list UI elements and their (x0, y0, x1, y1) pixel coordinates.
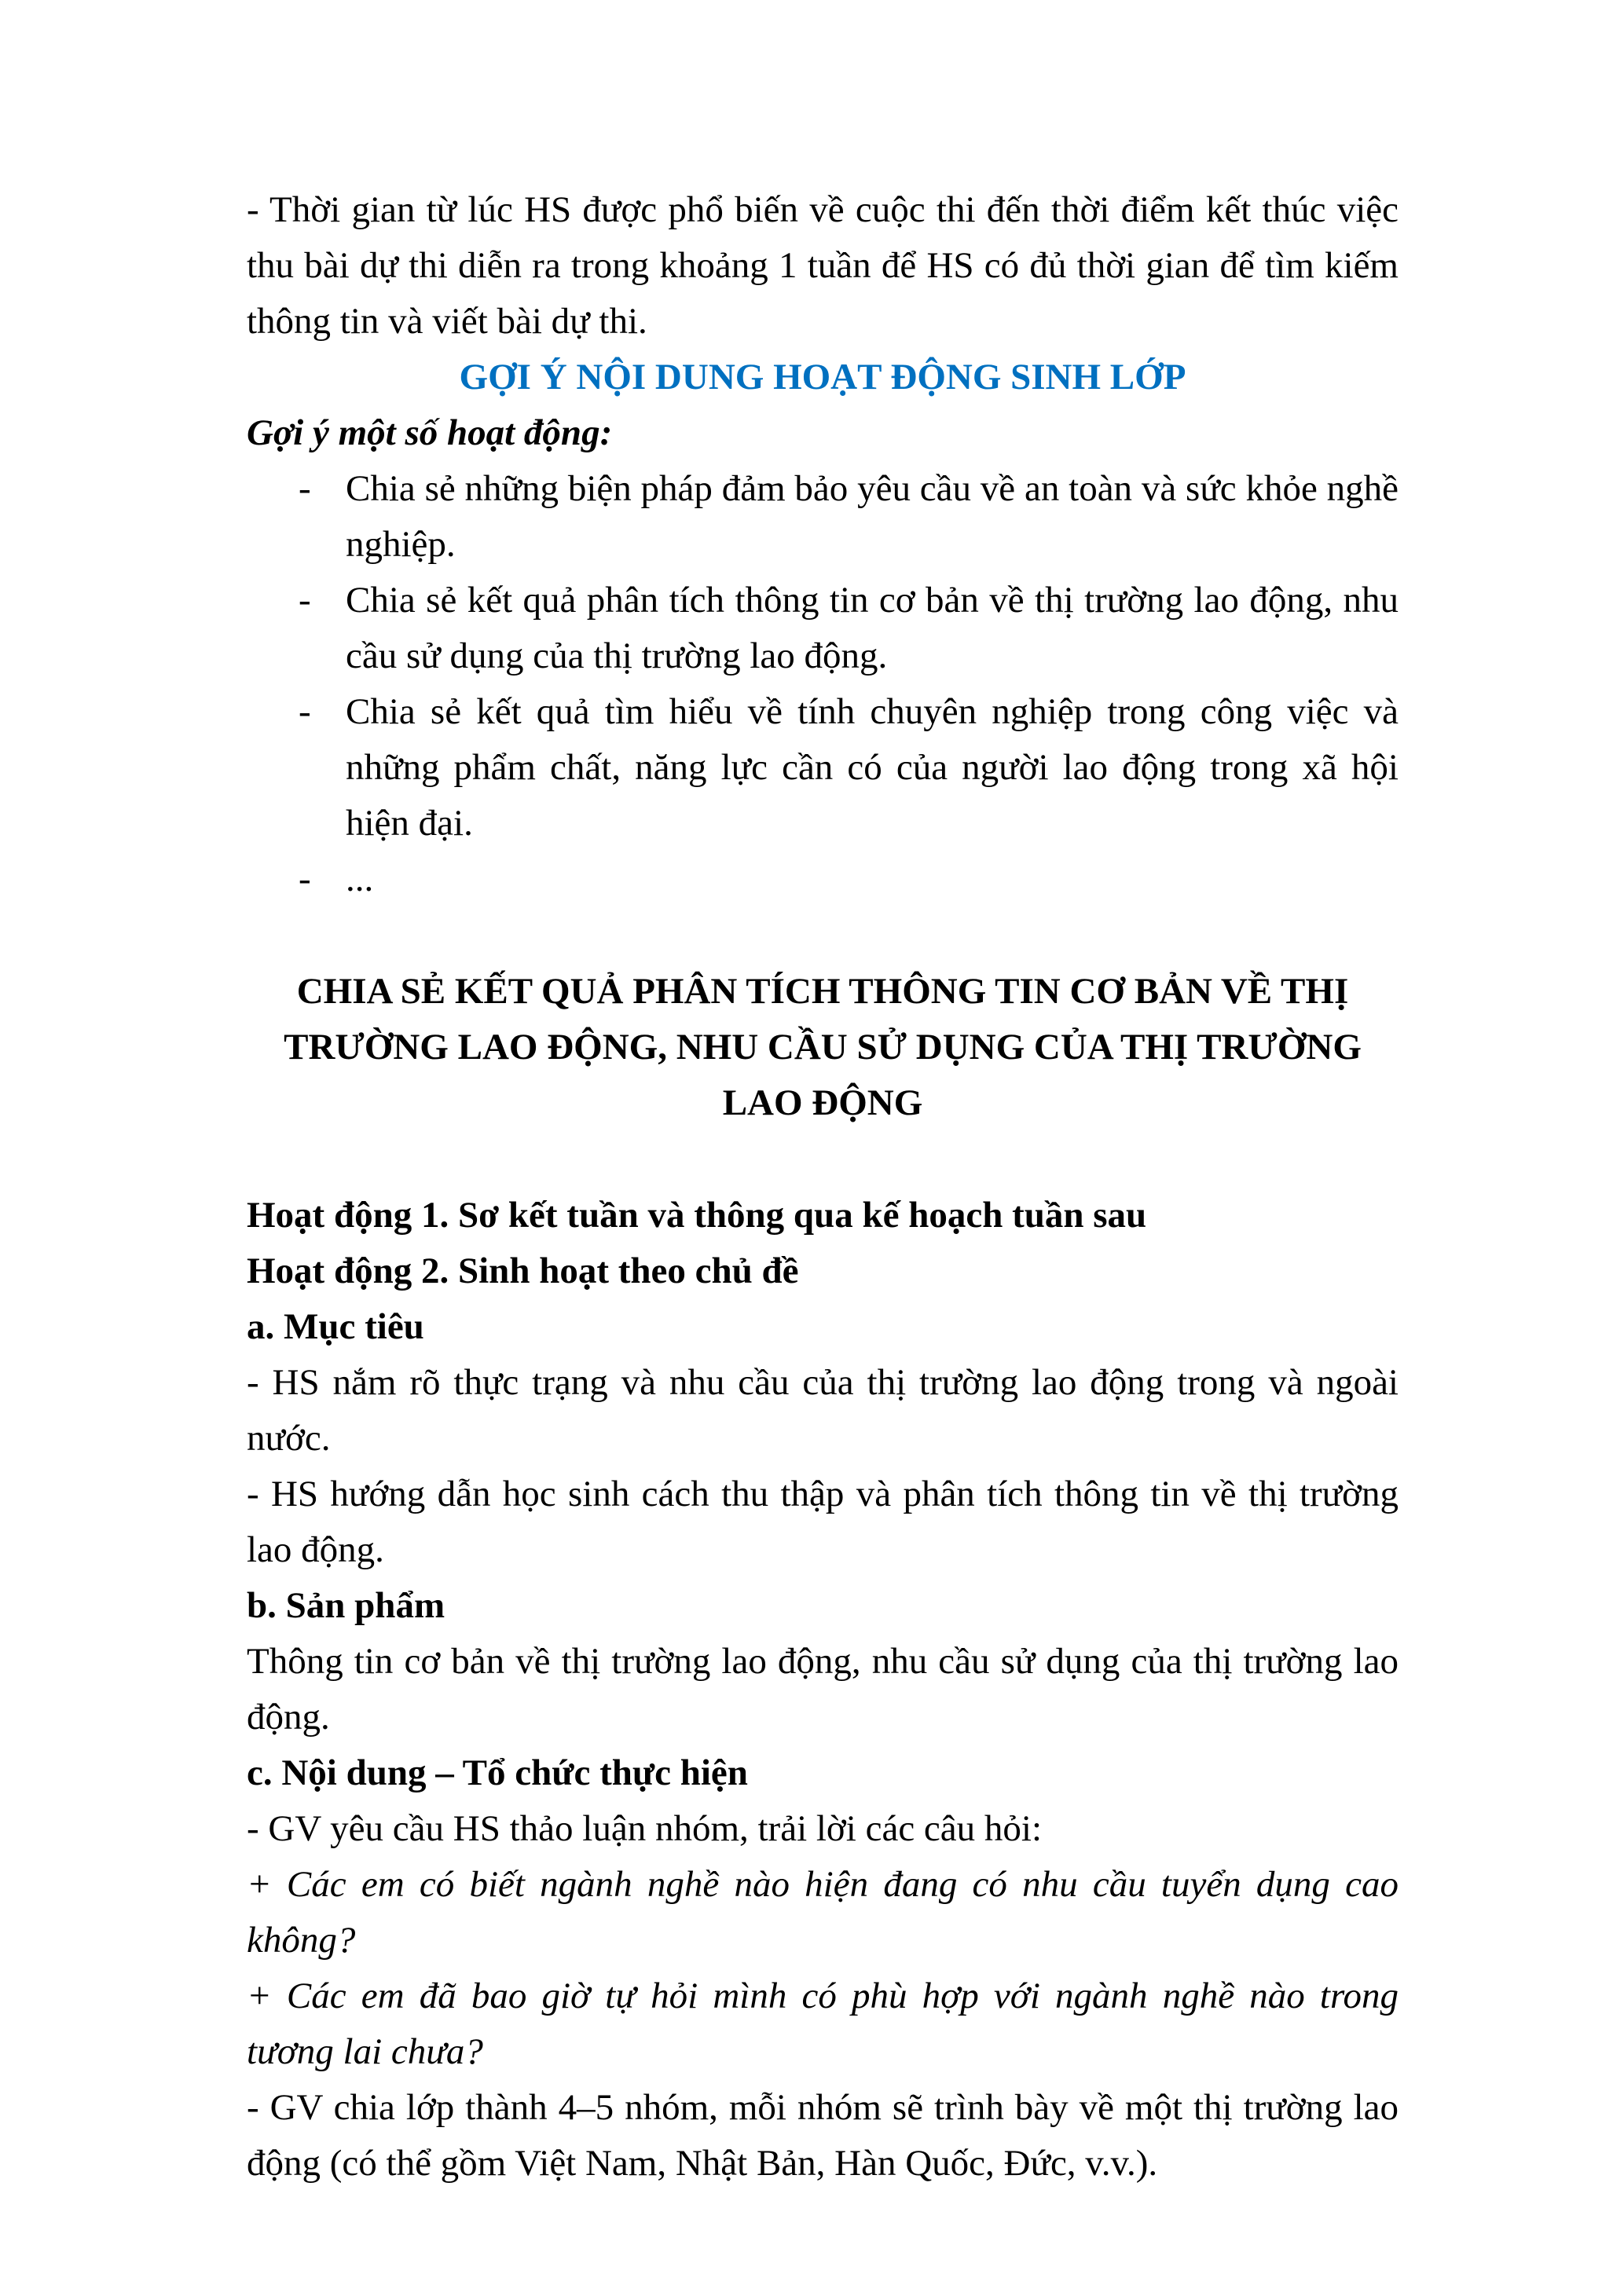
paragraph-contest-time-note: - Thời gian từ lúc HS được phổ biến về cuộc thi đến thời điểm kết thúc việc thu bài dự thi diễn ra trong khoảng 1 tuần để HS có đủ thời gian để tìm kiếm thông tin và viết bài dự thi. (247, 189, 1399, 342)
bullet-dash-marker: - (299, 580, 311, 621)
content-paragraph-groups: - GV chia lớp thành 4–5 nhóm, mỗi nhóm sẽ trình bày về một thị trường lao động (có thể gồm Việt Nam, Nhật Bản, Hàn Quốc, Đức, v.v.). (247, 2087, 1399, 2184)
section-a-objective-title: a. Mục tiêu (247, 1306, 424, 1347)
content-paragraph-discussion: - GV yêu cầu HS thảo luận nhóm, trải lời các câu hỏi: (247, 1808, 1043, 1849)
product-paragraph: Thông tin cơ bản về thị trường lao động, nhu cầu sử dụng của thị trường lao động. (247, 1641, 1399, 1738)
document-content (247, 182, 1399, 2192)
bullet-dash-marker: - (299, 468, 311, 509)
suggested-activities-list (247, 461, 1399, 907)
section-b-product-title: b. Sản phẩm (247, 1585, 445, 1626)
list-item (247, 851, 1399, 907)
bullet-dash-marker: - (299, 691, 311, 732)
objective-paragraph-1: - HS nắm rõ thực trạng và nhu cầu của thị trường lao động trong và ngoài nước. (247, 1362, 1399, 1459)
heading-suggested-class-activity: GỢI Ý NỘI DUNG HOẠT ĐỘNG SINH LỚP (459, 357, 1186, 397)
activity-1-title: Hoạt động 1. Sơ kết tuần và thông qua kế hoạch tuần sau (247, 1195, 1147, 1236)
objective-paragraph-2: - HS hướng dẫn học sinh cách thu thập và phân tích thông tin về thị trường lao động. (247, 1474, 1399, 1570)
activity-2-title: Hoạt động 2. Sinh hoạt theo chủ đề (247, 1251, 799, 1291)
list-item-text: Chia sẻ những biện pháp đảm bảo yêu cầu về an toàn và sức khỏe nghề nghiệp. (346, 468, 1399, 565)
section-c-content-organization-title: c. Nội dung – Tổ chức thực hiện (247, 1752, 748, 1793)
question-paragraph-1: + Các em có biết ngành nghề nào hiện đang có nhu cầu tuyển dụng cao không? (247, 1864, 1399, 1961)
list-item-text: Chia sẻ kết quả phân tích thông tin cơ bản về thị trường lao động, nhu cầu sử dụng của thị trường lao động. (346, 580, 1399, 676)
heading-share-labor-market-analysis: CHIA SẺ KẾT QUẢ PHÂN TÍCH THÔNG TIN CƠ BẢN VỀ THỊ TRƯỜNG LAO ĐỘNG, NHU CẦU SỬ DỤNG CỦA THỊ TRƯỜNG LAO ĐỘNG (284, 971, 1362, 1123)
list-item (247, 573, 1399, 684)
subheading-suggested-activities: Gợi ý một số hoạt động: (247, 412, 613, 453)
list-item (247, 684, 1399, 851)
question-paragraph-2: + Các em đã bao giờ tự hỏi mình có phù hợp với ngành nghề nào trong tương lai chưa? (247, 1976, 1399, 2072)
list-item-text: Chia sẻ kết quả tìm hiểu về tính chuyên nghiệp trong công việc và những phẩm chất, năng lực cần có của người lao động trong xã hội hiện đại. (346, 691, 1399, 844)
bullet-dash-marker: - (299, 859, 311, 899)
list-item-text: ... (346, 859, 374, 899)
list-item (247, 461, 1399, 573)
